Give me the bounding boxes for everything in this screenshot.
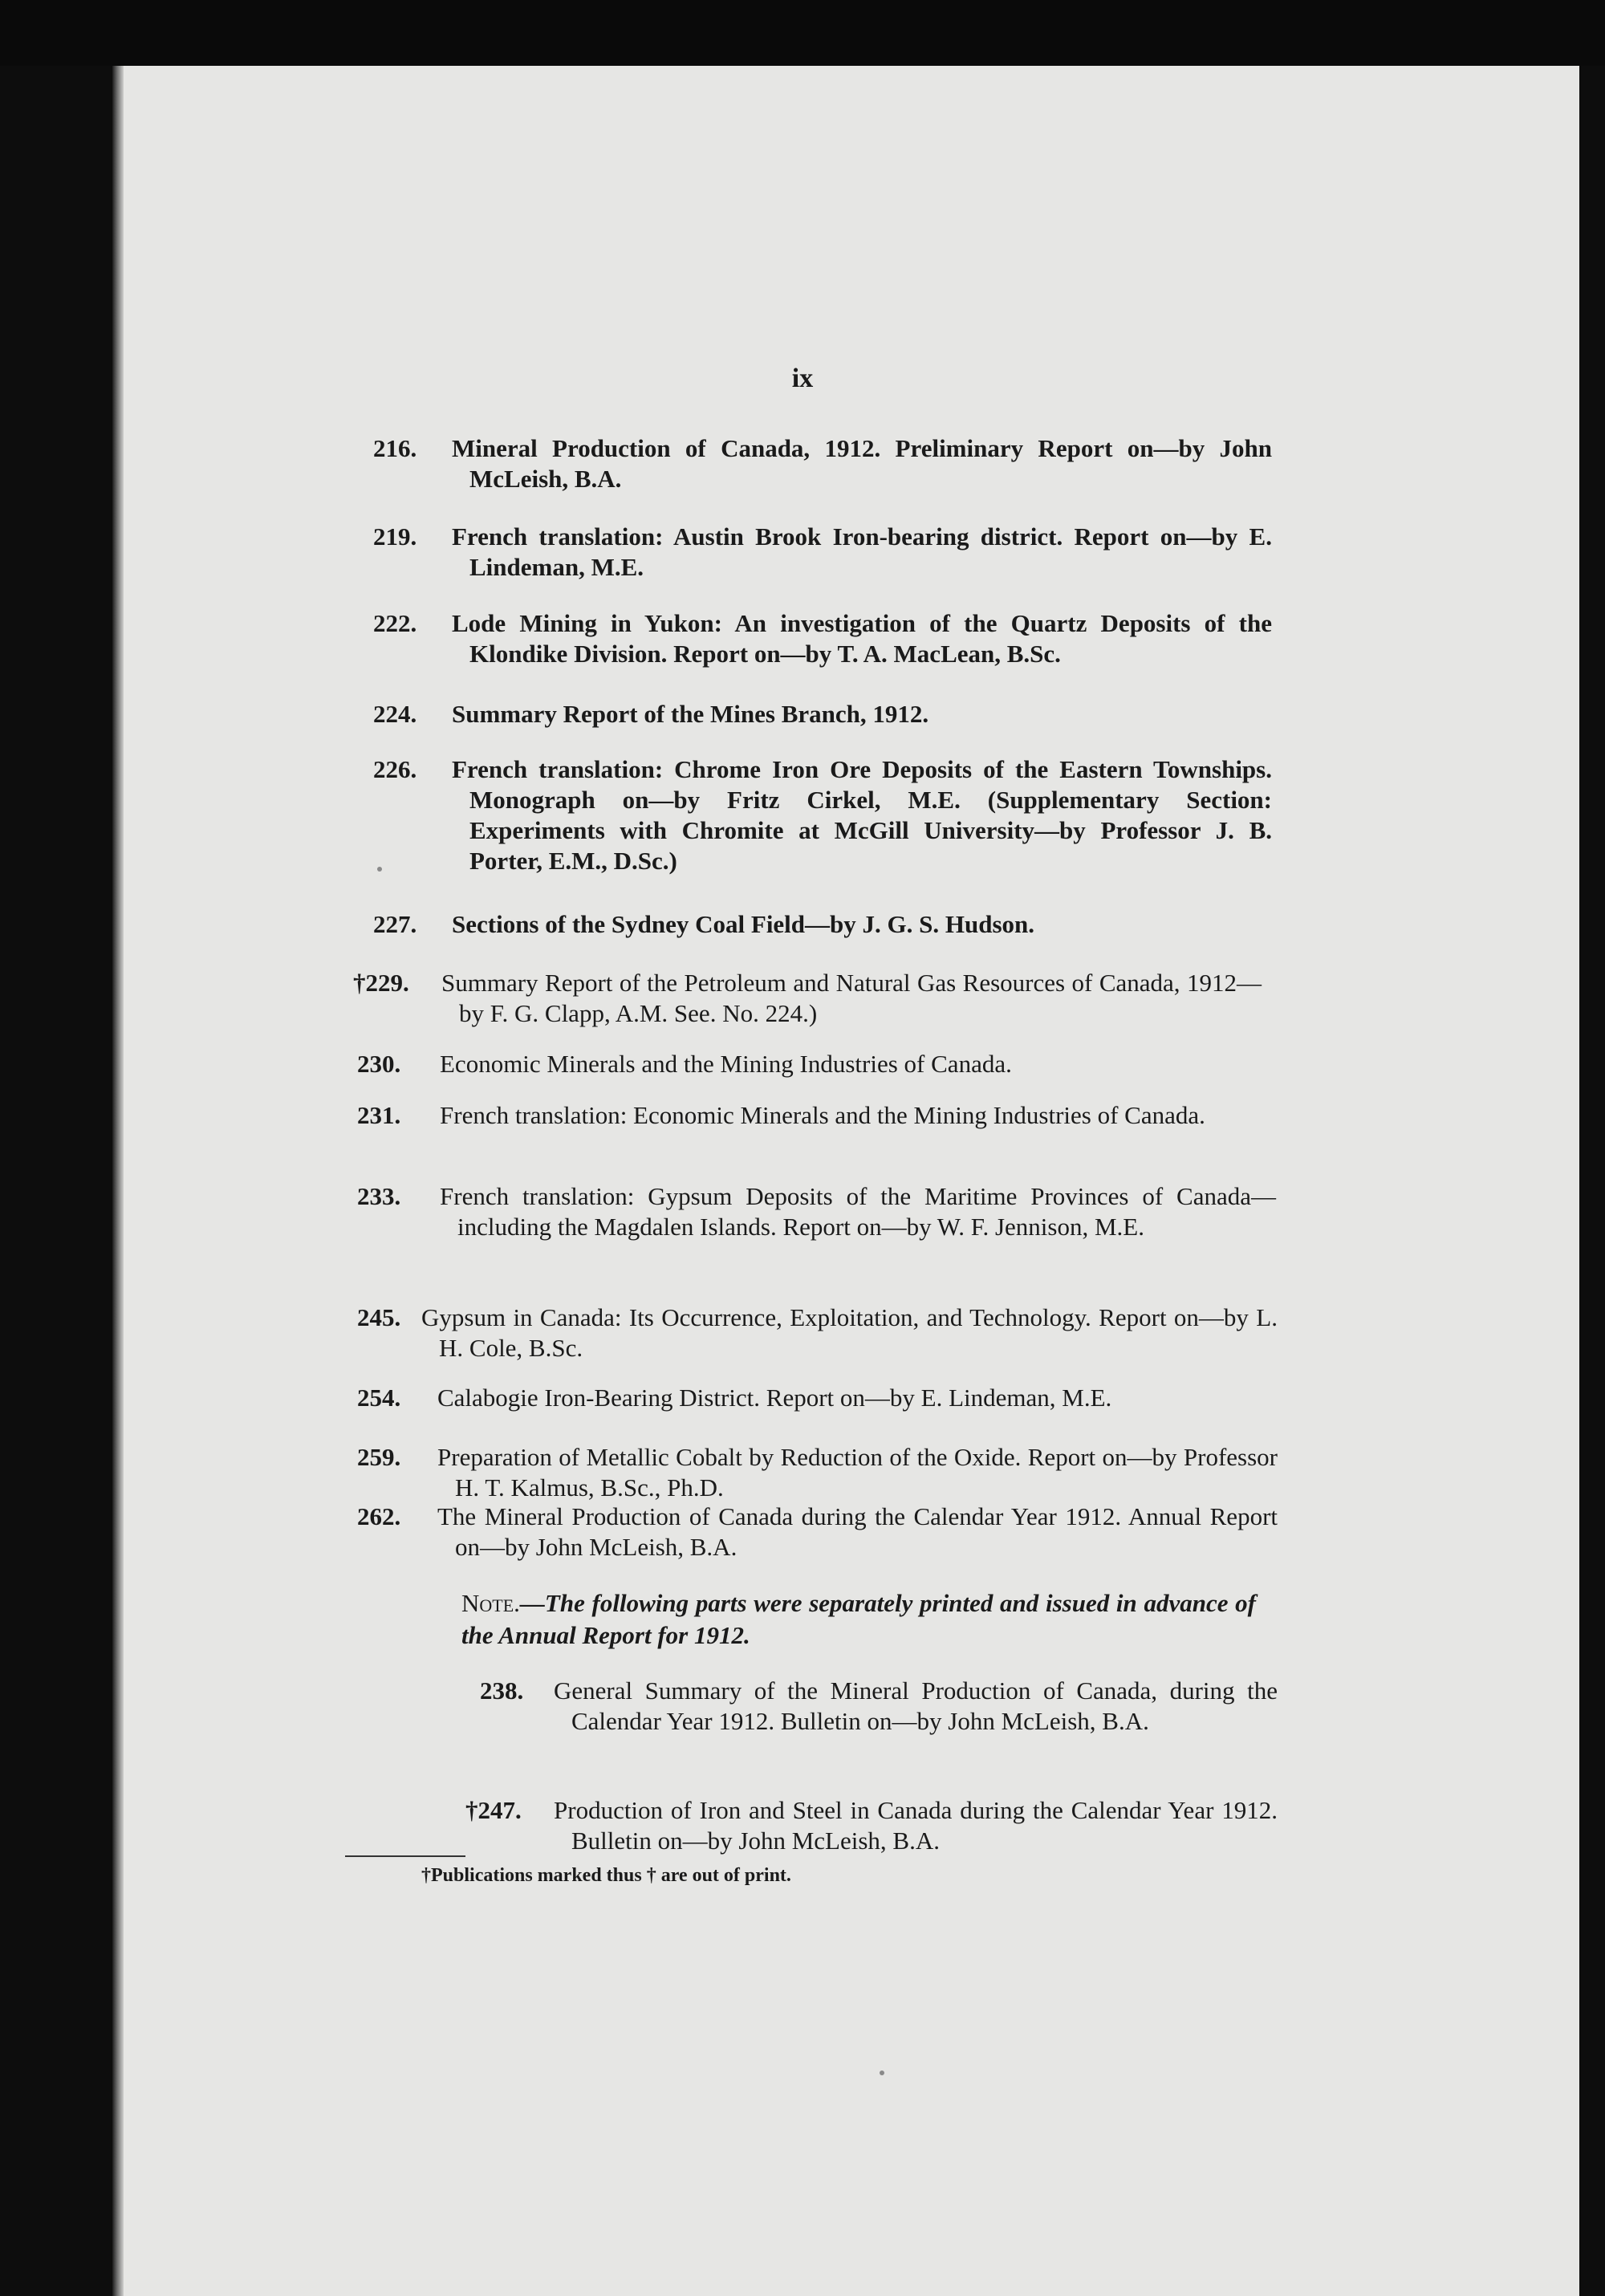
entry-text: French translation: Gypsum Deposits of the Maritime Provinces of Canada—including the Magdalen Islands. Report on—by W. F. Jennison, M.E. [440,1182,1276,1241]
entry-text: Production of Iron and Steel in Canada during the Calendar Year 1912. Bulletin on—by John McLeish, B.A. [554,1796,1278,1855]
entry-text: Calabogie Iron-Bearing District. Report on—by E. Lindeman, M.E. [437,1384,1112,1412]
entry-number: 219. [373,522,417,551]
scan-speck [880,2070,884,2075]
entry-text: Economic Minerals and the Mining Industries of Canada. [440,1050,1012,1078]
footnote-divider [345,1855,465,1857]
entry-number: 262. [357,1502,401,1530]
entry-number: 254. [357,1384,401,1412]
scan-top-border [0,0,1605,66]
page-binding-edge [112,66,124,2296]
note-text: —The following parts were separately printed and issued in advance of the Annual Report for 1912. [461,1589,1256,1649]
entry-number: 226. [373,755,417,783]
entry-number: 259. [357,1443,401,1471]
entry-text: Lode Mining in Yukon: An investigation of the Quartz Deposits of the Klondike Division. Report on—by T. A. MacLean, B.Sc. [452,609,1272,668]
footnote: †Publications marked thus † are out of print. [421,1865,791,1886]
entry-text: The Mineral Production of Canada during the Calendar Year 1912. Annual Report on—by John McLeish, B.A. [437,1502,1278,1561]
entry-text: French translation: Chrome Iron Ore Deposits of the Eastern Townships. Monograph on—by Fritz Cirkel, M.E. (Supplementary Section: Experiments with Chromite at McGill University—by Professor J. B. Porter, E.M., D.Sc.) [452,755,1272,875]
note-label: Note. [461,1589,520,1617]
entry-text: French translation: Economic Minerals and the Mining Industries of Canada. [440,1101,1205,1129]
page-number: ix [791,364,814,393]
entry-number: 230. [357,1050,401,1078]
entry-text: Sections of the Sydney Coal Field—by J. G. S. Hudson. [452,910,1035,938]
entry-number: 227. [373,910,417,938]
entry-number: 233. [357,1182,401,1210]
entry-text: Summary Report of the Petroleum and Natural Gas Resources of Canada, 1912—by F. G. Clapp, A.M. See. No. 224.) [441,969,1262,1027]
entry-number: 216. [373,434,417,462]
entry-text: General Summary of the Mineral Production of Canada, during the Calendar Year 1912. Bulletin on—by John McLeish, B.A. [554,1676,1278,1735]
entry-number: 245. [357,1303,401,1331]
entry-number: 224. [373,700,417,728]
note-paragraph [461,1587,1256,1652]
scan-speck [377,867,382,872]
entry-number: 231. [357,1101,401,1129]
entry-number: †247. [465,1796,522,1824]
entry-text: Preparation of Metallic Cobalt by Reduction of the Oxide. Report on—by Professor H. T. Kalmus, B.Sc., Ph.D. [437,1443,1278,1502]
entry-text: Gypsum in Canada: Its Occurrence, Exploitation, and Technology. Report on—by L. H. Cole, B.Sc. [421,1303,1278,1362]
entry-text: French translation: Austin Brook Iron-bearing district. Report on—by E. Lindeman, M.E. [452,522,1272,581]
entry-number: 222. [373,609,417,637]
entry-text: Mineral Production of Canada, 1912. Preliminary Report on—by John McLeish, B.A. [452,434,1272,493]
entry-number: 238. [480,1676,524,1705]
entry-number: †229. [353,969,409,997]
entry-text: Summary Report of the Mines Branch, 1912. [452,700,929,728]
